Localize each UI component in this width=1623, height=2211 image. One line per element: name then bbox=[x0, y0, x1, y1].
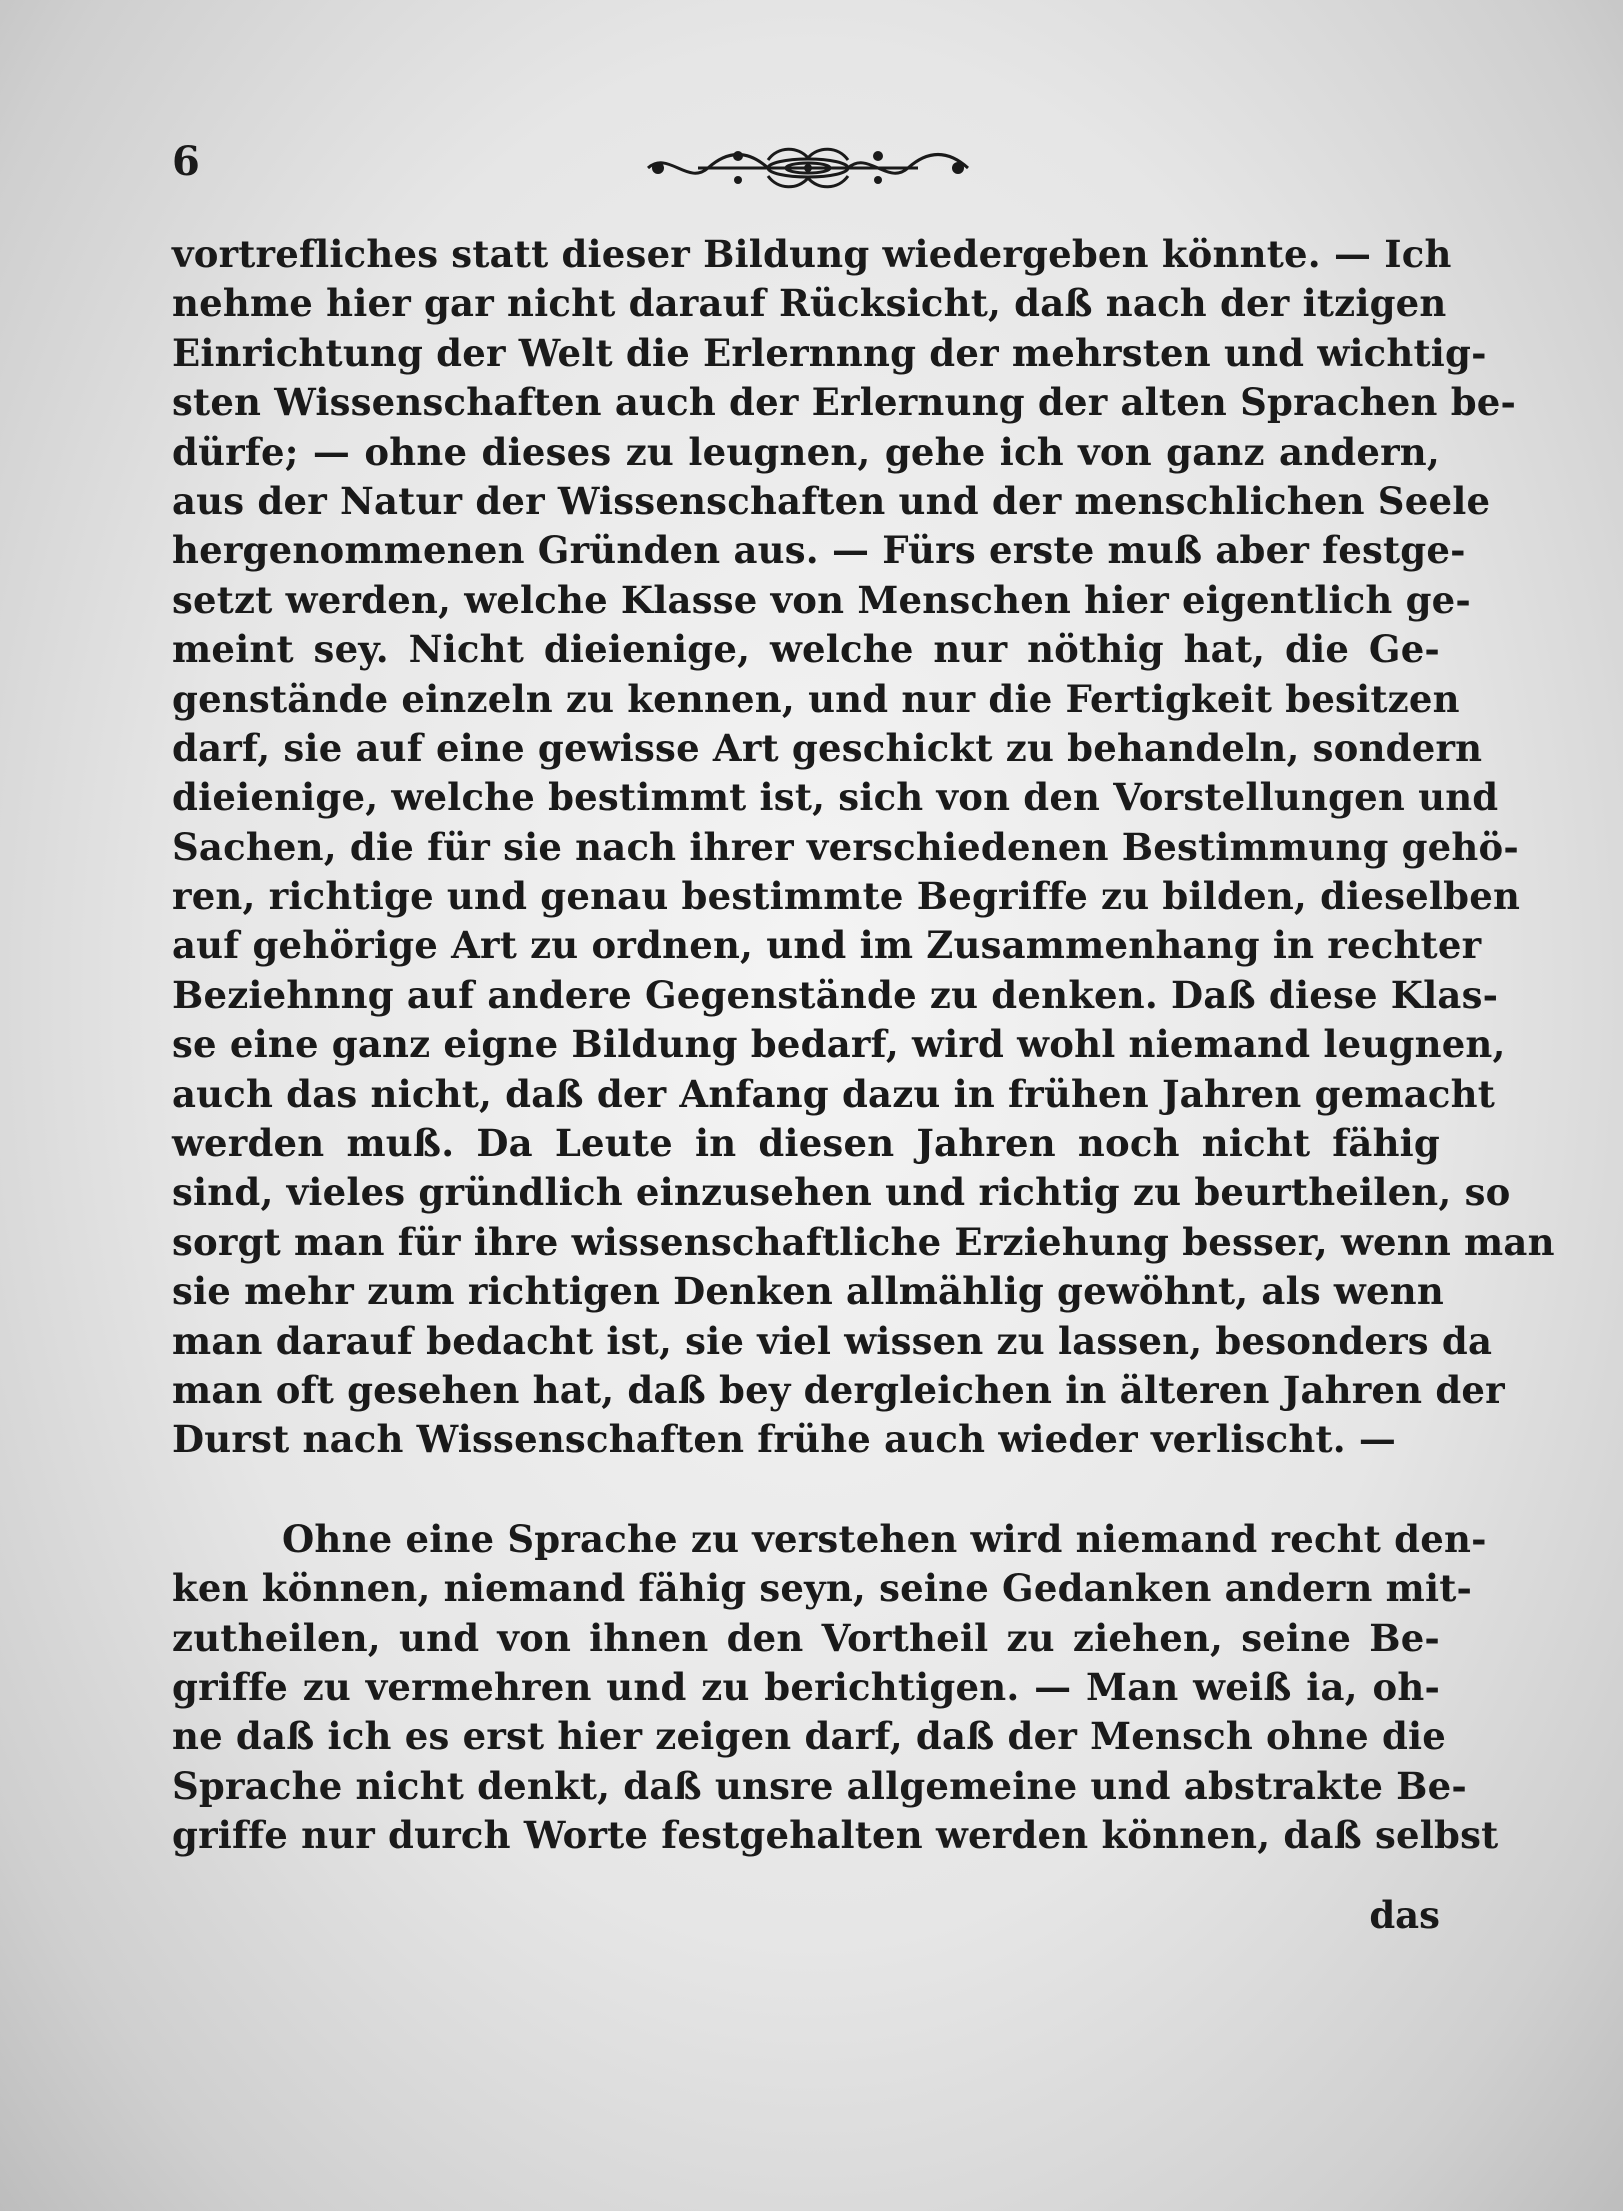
text-line: Einrichtung der Welt die Erlernnng der mehrsten und wichtig- bbox=[172, 330, 1487, 375]
text-line: genstände einzeln zu kennen, und nur die Fertigkeit besitzen bbox=[172, 676, 1460, 721]
text-line: Sprache nicht denkt, daß unsre allgemeine und abstrakte Be- bbox=[172, 1763, 1467, 1808]
text-line: man oft gesehen hat, daß bey dergleichen in älteren Jahren der bbox=[172, 1367, 1505, 1412]
text-line: nehme hier gar nicht darauf Rücksicht, daß nach der itzigen bbox=[172, 281, 1447, 326]
text-line: dieienige, welche bestimmt ist, sich von den Vorstellungen und bbox=[172, 775, 1499, 820]
text-line: man darauf bedacht ist, sie viel wissen zu lassen, besonders da bbox=[172, 1318, 1493, 1363]
body-text bbox=[172, 230, 1555, 1861]
paragraph-2 bbox=[172, 1515, 1499, 1861]
text-line: hergenommenen Gründen aus. — Fürs erste muß aber festge- bbox=[172, 528, 1466, 573]
text-line: griffe zu vermehren und zu berichtigen. — Man weiß ia, oh- bbox=[172, 1664, 1440, 1709]
page-number: 6 bbox=[172, 138, 200, 185]
text-line: sie mehr zum richtigen Denken allmählig gewöhnt, als wenn bbox=[172, 1269, 1444, 1314]
text-line: auf gehörige Art zu ordnen, und im Zusammenhang in rechter bbox=[172, 923, 1482, 968]
paragraph-gap bbox=[172, 1465, 1440, 1515]
text-line: sten Wissenschaften auch der Erlernung der alten Sprachen be- bbox=[172, 380, 1517, 425]
catchword: das bbox=[1369, 1893, 1440, 1937]
text-line: meint sey. Nicht dieienige, welche nur nöthig hat, die Ge- bbox=[172, 627, 1440, 672]
text-line: setzt werden, welche Klasse von Menschen hier eigentlich ge- bbox=[172, 577, 1471, 622]
text-line: auch das nicht, daß der Anfang dazu in frühen Jahren gemacht bbox=[172, 1071, 1496, 1116]
paragraph-1 bbox=[172, 230, 1555, 1465]
text-line: sind, vieles gründlich einzusehen und richtig zu beurtheilen, so bbox=[172, 1170, 1511, 1215]
text-line: dürfe; — ohne dieses zu leugnen, gehe ich von ganz andern, bbox=[172, 429, 1440, 474]
text-line: se eine ganz eigne Bildung bedarf, wird wohl niemand leugnen, bbox=[172, 1022, 1506, 1067]
text-line: Ohne eine Sprache zu verstehen wird niemand recht den- bbox=[282, 1516, 1487, 1561]
text-line: werden muß. Da Leute in diesen Jahren noch nicht fähig bbox=[172, 1121, 1440, 1166]
text-line: Beziehnng auf andere Gegenstände zu denken. Daß diese Klas- bbox=[172, 972, 1499, 1017]
text-line: aus der Natur der Wissenschaften und der menschlichen Seele bbox=[172, 478, 1491, 523]
text-line: vortrefliches statt dieser Bildung wiedergeben könnte. — Ich bbox=[172, 232, 1452, 276]
text-line: Sachen, die für sie nach ihrer verschiedenen Bestimmung gehö- bbox=[172, 824, 1519, 869]
text-line: ren, richtige und genau bestimmte Begriffe zu bilden, dieselben bbox=[172, 874, 1521, 919]
text-line: Durst nach Wissenschaften frühe auch wieder verlischt. — bbox=[172, 1417, 1397, 1462]
text-line: ken können, niemand fähig seyn, seine Gedanken andern mit- bbox=[172, 1566, 1473, 1611]
text-line: griffe nur durch Worte festgehalten werden können, daß selbst bbox=[172, 1813, 1499, 1858]
text-line: ne daß ich es erst hier zeigen darf, daß der Mensch ohne die bbox=[172, 1714, 1447, 1759]
text-line: zutheilen, und von ihnen den Vortheil zu ziehen, seine Be- bbox=[172, 1615, 1440, 1660]
text-line: sorgt man für ihre wissenschaftliche Erziehung besser, wenn man bbox=[172, 1219, 1555, 1264]
text-line: darf, sie auf eine gewisse Art geschickt zu behandeln, sondern bbox=[172, 725, 1483, 770]
ornament-icon bbox=[638, 140, 978, 196]
